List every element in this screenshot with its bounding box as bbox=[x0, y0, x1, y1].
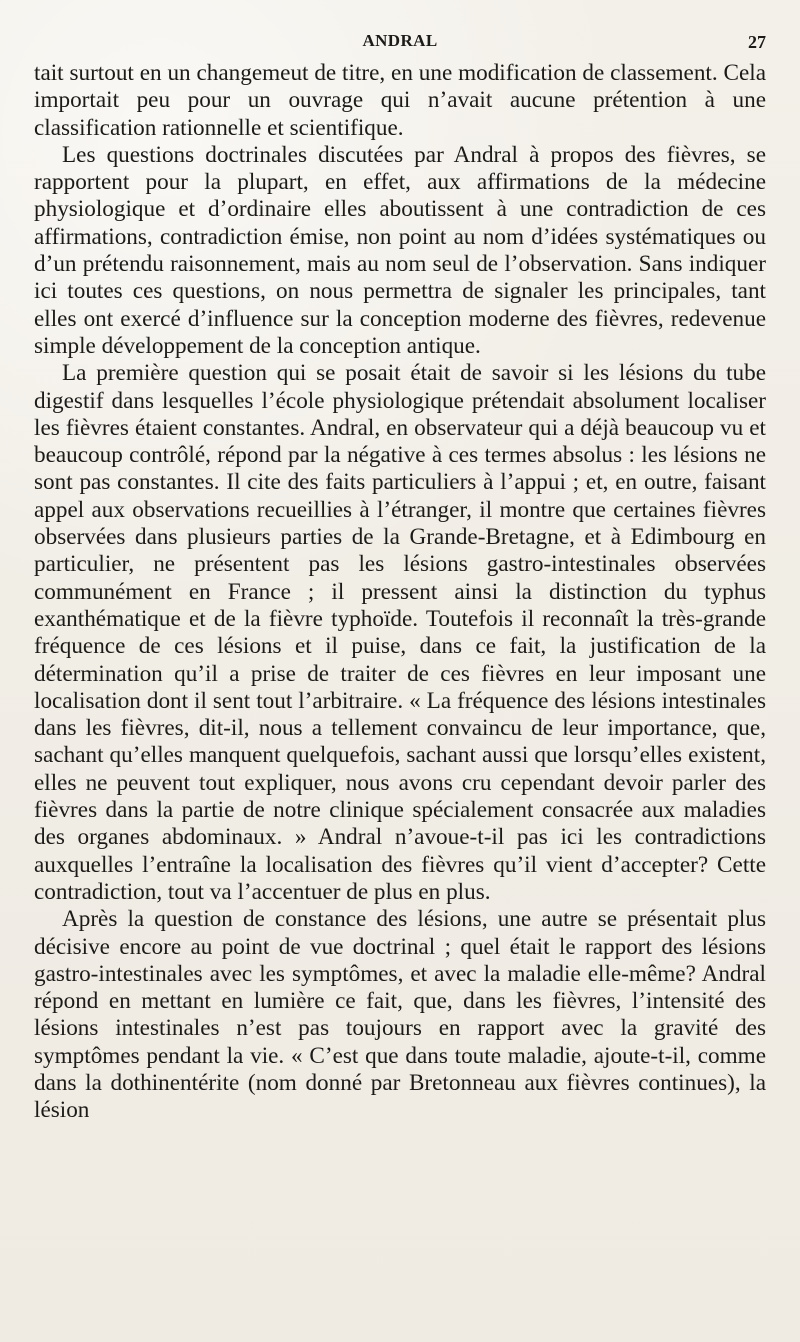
running-head bbox=[34, 18, 766, 60]
paragraph-2: Les questions doctrinales discutées par Andral à propos des fièvres, se rapportent pour la plupart, en effet, aux affirmations de la médecine physiologique et d’ordinaire elles aboutissent à une contradiction de ces affirmations, contradiction émise, non point au nom d’idées systématiques ou d’un prétendu raisonnement, mais au nom seul de l’observation. Sans indiquer ici toutes ces questions, on nous permettra de signaler les principales, tant elles ont exercé d’influence sur la conception moderne des fièvres, redevenue simple développement de la conception antique. bbox=[34, 141, 766, 359]
page-number: 27 bbox=[748, 32, 766, 52]
paragraph-3: La première question qui se posait était de savoir si les lésions du tube digestif dans lesquelles l’école physiologique prétendait absolument localiser les fièvres étaient constantes. Andral, en observateur qui a déjà beaucoup vu et beaucoup contrôlé, répond par la négative à ces termes absolus : les lésions ne sont pas constantes. Il cite des faits particuliers à l’appui ; et, en outre, faisant appel aux observations recueillies à l’étranger, il montre que certaines fièvres observées dans plusieurs parties de la Grande-Bretagne, et à Edimbourg en particulier, ne présentent pas les lésions gastro-intestinales observées communément en France ; il pressent ainsi la distinction du typhus exanthématique et de la fièvre typhoïde. Toutefois il reconnaît la très-grande fréquence de ces lésions et il puise, dans ce fait, la justification de la détermination qu’il a prise de traiter de ces fièvres en leur imposant une localisation dont il sent tout l’arbitraire. « La fréquence des lésions intestinales dans les fièvres, dit-il, nous a tellement convaincu de leur importance, que, sachant qu’elles manquent quelquefois, sachant aussi que lorsqu’elles existent, elles ne peuvent tout expliquer, nous avons cru cependant devoir parler des fièvres dans la partie de notre clinique spécialement consacrée aux maladies des organes abdominaux. » Andral n’avoue-t-il pas ici les contradictions auxquelles l’entraîne la localisation des fièvres qu’il vient d’accepter? Cette contradiction, tout va l’accentuer de plus en plus. bbox=[34, 360, 766, 905]
paragraph-4: Après la question de constance des lésions, une autre se présentait plus décisive encore au point de vue doctrinal ; quel était le rapport des lésions gastro-intestinales avec les symptômes, et avec la maladie elle-même? Andral répond en mettant en lumière ce fait, que, dans les fièvres, l’intensité des lésions intestinales n’est pas toujours en rapport avec la gravité des symptômes pendant la vie. « C’est que dans toute maladie, ajoute-t-il, comme dans la dothinentérite (nom donné par Bretonneau aux fièvres continues), la lésion bbox=[34, 906, 766, 1124]
body-text bbox=[34, 60, 766, 1125]
paragraph-1: tait surtout en un changemeut de titre, en une modification de classement. Cela importait peu pour un ouvrage qui n’avait aucune prétention à une classification rationnelle et scientifique. bbox=[34, 60, 766, 141]
running-title: ANDRAL bbox=[362, 31, 438, 50]
